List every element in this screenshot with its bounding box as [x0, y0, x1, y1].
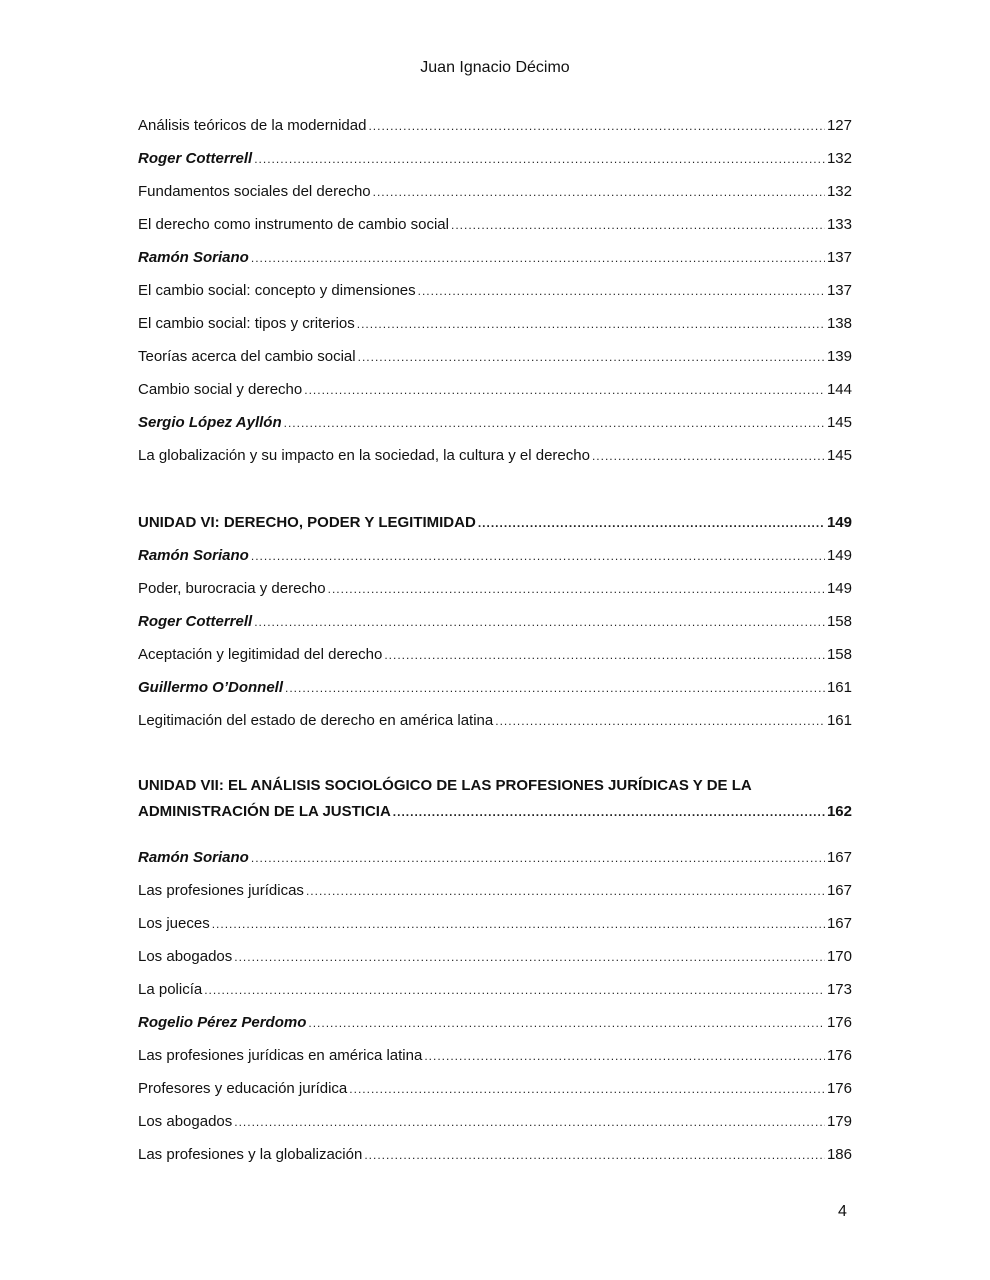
toc-entry[interactable]: El cambio social: concepto y dimensiones ..... 137 [138, 274, 852, 307]
toc-entry-author[interactable]: Ramón Soriano ..... 167 [138, 841, 852, 874]
toc-entry-author[interactable]: Guillermo O’Donnell ..... 161 [138, 671, 852, 704]
toc-entry[interactable]: El cambio social: tipos y criterios ..... 138 [138, 307, 852, 340]
unit-heading-line-2: ADMINISTRACIÓN DE LA JUSTICIA ..... 162 [138, 799, 852, 825]
toc-entry-author[interactable]: Sergio López Ayllón ..... 145 [138, 406, 852, 439]
toc-entry[interactable]: Profesores y educación jurídica ..... 176 [138, 1072, 852, 1105]
toc-entry-author[interactable]: Ramón Soriano ..... 137 [138, 241, 852, 274]
toc-entry[interactable]: El derecho como instrumento de cambio social ..... 133 [138, 208, 852, 241]
toc-entry[interactable]: Poder, burocracia y derecho ..... 149 [138, 572, 852, 605]
toc-entry-author[interactable]: Roger Cotterrell ..... 132 [138, 142, 852, 175]
toc-entry[interactable]: Cambio social y derecho ..... 144 [138, 373, 852, 406]
toc-entry[interactable]: Teorías acerca del cambio social ..... 139 [138, 340, 852, 373]
toc-unit-heading[interactable]: UNIDAD VI: DERECHO, PODER Y LEGITIMIDAD ..... 149 [138, 506, 852, 539]
page-number: 4 [838, 1203, 847, 1220]
toc-entry[interactable]: Fundamentos sociales del derecho ..... 132 [138, 175, 852, 208]
toc-entry[interactable]: Aceptación y legitimidad del derecho ..... 158 [138, 638, 852, 671]
toc-entry[interactable]: La globalización y su impacto en la sociedad, la cultura y el derecho ..... 145 [138, 439, 852, 472]
toc-entry[interactable]: Las profesiones jurídicas en américa latina ..... 176 [138, 1039, 852, 1072]
toc-entry[interactable]: La policía ..... 173 [138, 973, 852, 1006]
toc-entry-author[interactable]: Rogelio Pérez Perdomo ..... 176 [138, 1006, 852, 1039]
toc-entry[interactable]: Las profesiones y la globalización ..... 186 [138, 1138, 852, 1171]
toc-entry[interactable]: Los jueces ..... 167 [138, 907, 852, 940]
toc-unit-6 [138, 506, 852, 737]
toc-entry[interactable]: Análisis teóricos de la modernidad ..... 127 [138, 109, 852, 142]
unit-heading-line-1: UNIDAD VII: EL ANÁLISIS SOCIOLÓGICO DE LAS PROFESIONES JURÍDICAS Y DE LA [138, 777, 752, 794]
toc-entry[interactable]: Legitimación del estado de derecho en américa latina ..... 161 [138, 704, 852, 737]
toc-unit-7 [138, 773, 852, 1171]
toc-entry[interactable]: Los abogados ..... 179 [138, 1105, 852, 1138]
toc-group-1 [138, 109, 852, 472]
toc-entry[interactable]: Las profesiones jurídicas ..... 167 [138, 874, 852, 907]
toc-entry-author[interactable]: Ramón Soriano ..... 149 [138, 539, 852, 572]
toc-unit-heading[interactable] [138, 773, 852, 825]
toc-entry-author[interactable]: Roger Cotterrell ..... 158 [138, 605, 852, 638]
toc-entry[interactable]: Los abogados ..... 170 [138, 940, 852, 973]
running-header: Juan Ignacio Décimo [420, 59, 570, 76]
